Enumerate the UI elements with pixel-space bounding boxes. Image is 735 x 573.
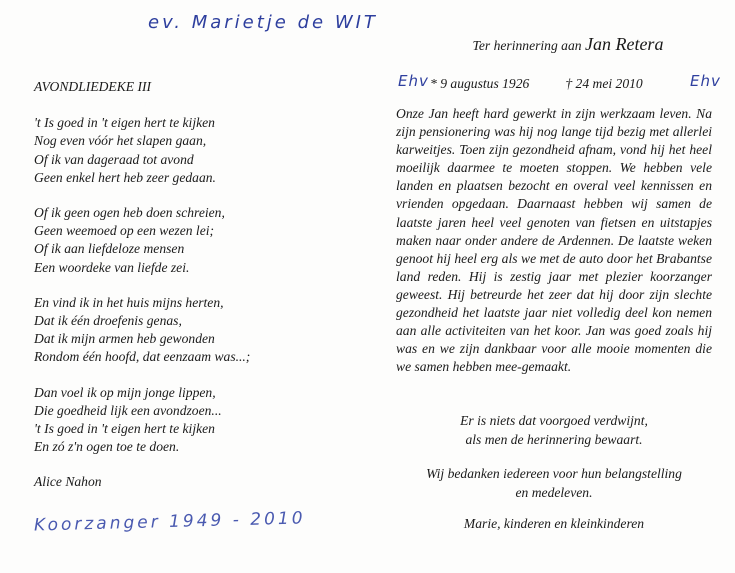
quote-line: als men de herinnering bewaart. [465,432,643,447]
poem-line: Of ik geen ogen heb doen schreien, [34,205,225,221]
poem-line: Rondom één hoofd, dat eenzaam was...; [34,349,251,365]
handwritten-top-note: ev. Marietje de WIT [148,12,378,33]
poem-title: AVONDLIEDEKE III [34,79,152,94]
poem-line: Een woordeke van liefde zei. [34,259,190,275]
poem-column [34,78,344,492]
poem-line: Of ik van dageraad tot avond [34,151,194,167]
handwritten-birth-place: Ehv [398,72,429,90]
poem-line: Dat ik mijn armen heb gewonden [34,331,215,347]
poem-line: Dat ik één droefenis genas, [34,313,182,329]
quote-line: Er is niets dat voorgoed verdwijnt, [460,413,648,428]
memorial-heading [424,34,712,55]
poem-line: 't Is goed in 't eigen hert te kijken [34,421,215,437]
poem-line: Die goedheid lijk een avondzoen... [34,402,222,418]
death-date: † 24 mei 2010 [565,76,643,91]
poem-line: Geen weemoed op een wezen lei; [34,223,215,239]
poem-line: Nog even vóór het slapen gaan, [34,133,207,149]
memorial-quote [396,411,712,449]
poem-stanza-1 [34,114,344,187]
thanks-note [396,464,712,502]
handwritten-death-place: Ehv [690,72,721,90]
poem-stanza-2 [34,204,344,277]
poem-stanza-3 [34,294,344,367]
memorial-intro: Ter herinnering aan [472,38,582,53]
signoff: Marie, kinderen en kleinkinderen [463,516,645,531]
poem-line: Of ik aan liefdeloze mensen [34,241,185,257]
handwritten-bottom-note: Koorzanger 1949 - 2010 [33,508,306,536]
poem-line: Dan voel ik op mijn jonge lippen, [34,384,216,400]
poem-line: 't Is goed in 't eigen hert te kijken [34,115,215,131]
biography-text: Onze Jan heeft hard gewerkt in zijn werkzaam leven. Na zijn pensionering was hij nog lange tijd bezig met allerlei karweitjes. Toen zijn gezondheid afnam, vond hij het heel moeilijk daarmee te moeten stoppen. We hebben vele landen en plaatsen bezocht en overal veel kennissen en vrienden opgedaan. Daarnaast hebben wij samen de laatste jaren heel veel genoten van fietsen en uitstapjes maken naar onder andere de Ardennen. De laatste weken genoot hij heel erg als we met de auto door het Brabantse land reden. Hij is zestig jaar met plezier koorzanger geweest. Hij betreurde het zeer dat hij door zijn slechte gezondheid het laatste jaar niet volledig deel kon nemen aan alle activiteiten van het koor. Jan was goed zoals hij was en we zijn dankbaar voor alle mooie momenten die we samen hebben mee-gemaakt. [396,106,712,375]
life-dates [430,76,643,92]
poem-author: Alice Nahon [34,474,102,490]
birth-date: * 9 augustus 1926 [430,76,530,91]
thanks-line: en medeleven. [515,485,593,500]
poem-line: En vind ik in het huis mijns herten, [34,294,224,310]
thanks-line: Wij bedanken iedereen voor hun belangstelling [426,466,682,481]
poem-stanza-4 [34,384,344,457]
poem-line: En zó z'n ogen toe te doen. [34,439,180,455]
deceased-name: Jan Retera [584,34,664,54]
poem-line: Geen enkel hert heb zeer gedaan. [34,169,216,185]
